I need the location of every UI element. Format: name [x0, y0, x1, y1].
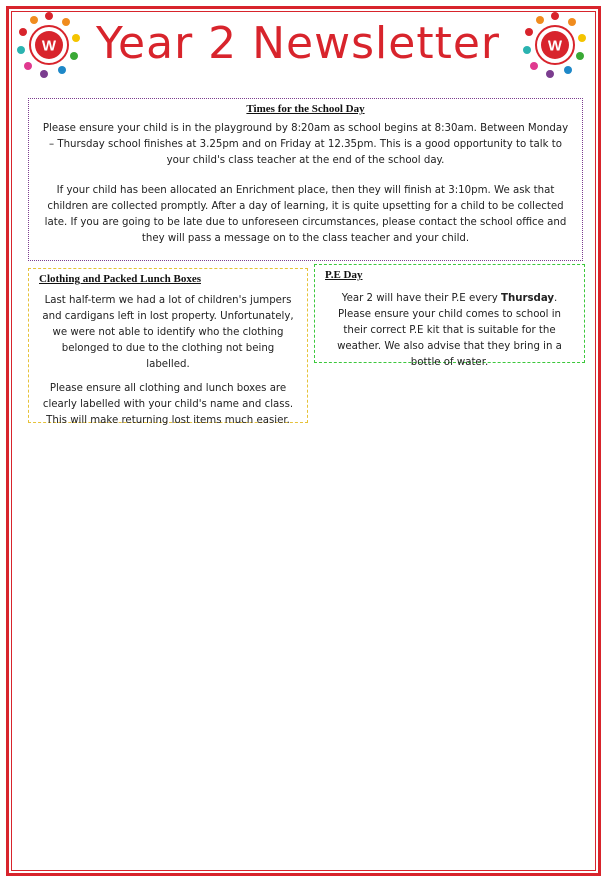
times-paragraph-2: If your child has been allocated an Enrichment place, then they will finish at 3:10pm. We ask that children are collected promptly. After a day of learning, it is quite upsetting for a child to be collected late. If you are going to be late due to unforeseen circumstances, please contact the school office and they will pass a message on to the class teacher and your child. — [44, 185, 567, 244]
clothing-heading: Clothing and Packed Lunch Boxes — [39, 273, 201, 285]
svg-text:W: W — [41, 37, 57, 55]
pe-heading: P.E Day — [325, 269, 363, 281]
pe-paragraph — [325, 291, 574, 371]
pe-text-after: . Please ensure your child comes to school in their correct P.E kit that is suitable for the weather. We also advise that they bring in a bottle of water. — [337, 293, 562, 368]
clothing-section — [28, 268, 308, 426]
times-heading: Times for the School Day — [246, 103, 365, 115]
svg-text:W: W — [547, 37, 563, 55]
pe-section — [314, 264, 585, 368]
clothing-paragraph-2: Please ensure all clothing and lunch boxes are clearly labelled with your child's name and class. This will make returning lost items much easier. — [42, 383, 294, 426]
times-section — [28, 98, 583, 261]
pe-text-before: Year 2 will have their P.E every — [341, 293, 501, 304]
times-paragraph-1: Please ensure your child is in the playground by 8:20am as school begins at 8:30am. Between Monday – Thursday school finishes at 3.25pm and on Friday at 12.35pm. This is a good opportunity to talk to your child's class teacher at the end of the school day. — [42, 123, 569, 166]
pe-day: Thursday — [501, 293, 555, 304]
school-logo-right-icon — [520, 10, 590, 80]
school-logo-left-icon — [14, 10, 84, 80]
clothing-paragraph-1: Last half-term we had a lot of children's jumpers and cardigans left in lost property. Unfortunately, we were not able to identify who the clothing belonged to due to the clothing not being labelled. — [42, 295, 294, 370]
newsletter-title: Year 2 Newsletter — [96, 18, 500, 69]
